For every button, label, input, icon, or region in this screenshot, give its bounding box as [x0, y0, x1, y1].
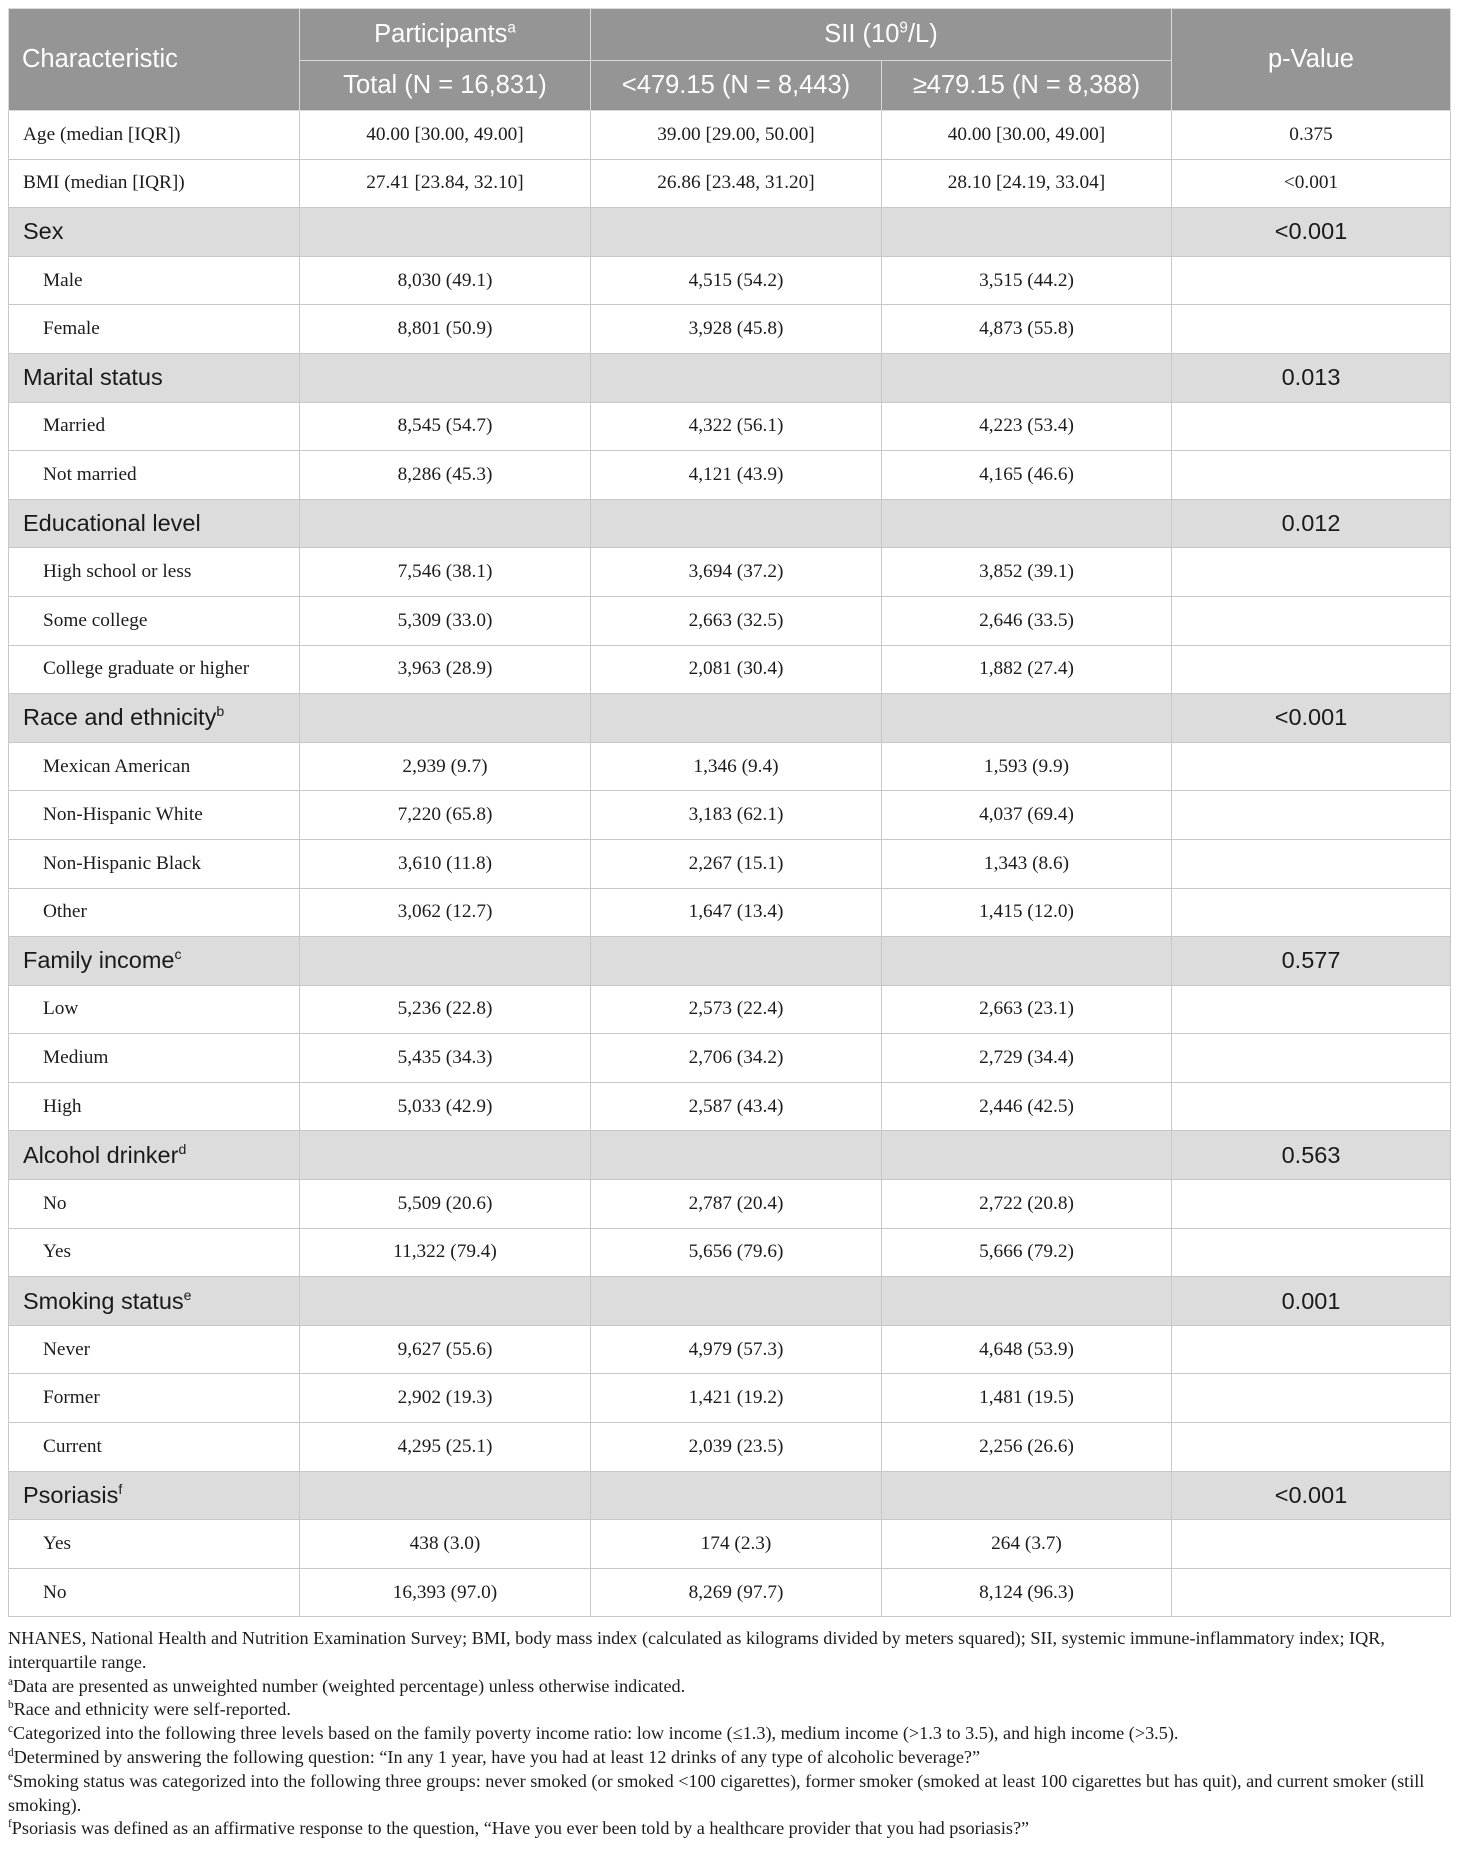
footnote: [8, 1817, 1450, 1841]
footnote-marker: f: [118, 1481, 123, 1498]
cell-sii-low: 39.00 [29.00, 50.00]: [591, 111, 882, 160]
footnote-marker: e: [8, 1770, 14, 1783]
table-row: [9, 596, 1451, 645]
cell-total: 2,939 (9.7): [300, 742, 591, 791]
cell-p-value: 0.375: [1172, 111, 1451, 160]
row-label: Married: [9, 402, 300, 451]
group-label: [9, 1131, 300, 1180]
cell-sii-low: 2,573 (22.4): [591, 985, 882, 1034]
cell-sii-high: 1,481 (19.5): [882, 1374, 1172, 1423]
cell-sii-low: 26.86 [23.48, 31.20]: [591, 159, 882, 208]
table-row: [9, 111, 1451, 160]
cell-sii-low: 3,694 (37.2): [591, 548, 882, 597]
cell-sii-low: 174 (2.3): [591, 1520, 882, 1569]
row-label: Yes: [9, 1228, 300, 1277]
cell-total: 8,545 (54.7): [300, 402, 591, 451]
cell-empty: [1172, 888, 1451, 937]
cell-empty: [300, 1471, 591, 1520]
cell-empty: [1172, 402, 1451, 451]
table-row: [9, 1374, 1451, 1423]
cell-empty: [591, 353, 882, 402]
cell-sii-high: 4,873 (55.8): [882, 305, 1172, 354]
group-label-text: Alcohol drinker: [23, 1141, 179, 1168]
cell-empty: [1172, 1374, 1451, 1423]
header-sii-post: /L): [907, 20, 938, 48]
cell-sii-high: 1,593 (9.9): [882, 742, 1172, 791]
cell-sii-low: 2,039 (23.5): [591, 1423, 882, 1472]
footnote-text: Data are presented as unweighted number (weighted percentage) unless otherwise indicated.: [13, 1675, 686, 1696]
cell-sii-high: 4,223 (53.4): [882, 402, 1172, 451]
table-row: [9, 1180, 1451, 1229]
cell-sii-high: 1,882 (27.4): [882, 645, 1172, 694]
header-characteristic: Characteristic: [9, 9, 300, 111]
group-label-text: Smoking status: [23, 1287, 184, 1314]
row-label: Never: [9, 1325, 300, 1374]
row-label: Other: [9, 888, 300, 937]
table-row: [9, 839, 1451, 888]
row-label: Current: [9, 1423, 300, 1472]
cell-sii-low: 4,979 (57.3): [591, 1325, 882, 1374]
table-row: [9, 791, 1451, 840]
cell-total: 8,801 (50.9): [300, 305, 591, 354]
cell-total: 7,220 (65.8): [300, 791, 591, 840]
footnote-marker: e: [183, 1286, 192, 1303]
table-row: [9, 1228, 1451, 1277]
cell-sii-high: 40.00 [30.00, 49.00]: [882, 111, 1172, 160]
footnote: [8, 1746, 1450, 1770]
cell-sii-high: 2,256 (26.6): [882, 1423, 1172, 1472]
cell-sii-low: 2,787 (20.4): [591, 1180, 882, 1229]
cell-empty: [1172, 742, 1451, 791]
cell-sii-low: 4,322 (56.1): [591, 402, 882, 451]
cell-empty: [300, 1131, 591, 1180]
cell-sii-low: 5,656 (79.6): [591, 1228, 882, 1277]
table-footnotes: [8, 1627, 1450, 1841]
cell-sii-low: 3,928 (45.8): [591, 305, 882, 354]
row-label: Male: [9, 256, 300, 305]
group-p-value: <0.001: [1172, 208, 1451, 257]
row-label: College graduate or higher: [9, 645, 300, 694]
row-label: Medium: [9, 1034, 300, 1083]
cell-empty: [1172, 1568, 1451, 1617]
cell-empty: [300, 937, 591, 986]
footnote-text: Smoking status was categorized into the following three groups: never smoked (or smoked <100 cigarettes), former smoker (smoked at least 100 cigarettes but has quit), and current smoker (still smoking).: [8, 1770, 1425, 1815]
cell-empty: [1172, 451, 1451, 500]
cell-sii-high: 2,663 (23.1): [882, 985, 1172, 1034]
cell-sii-low: 1,647 (13.4): [591, 888, 882, 937]
cell-empty: [1172, 645, 1451, 694]
row-label: Some college: [9, 596, 300, 645]
cell-total: 3,963 (28.9): [300, 645, 591, 694]
cell-sii-low: 2,081 (30.4): [591, 645, 882, 694]
cell-sii-high: 1,343 (8.6): [882, 839, 1172, 888]
table-row: [9, 305, 1451, 354]
cell-sii-low: 2,663 (32.5): [591, 596, 882, 645]
cell-empty: [1172, 548, 1451, 597]
cell-empty: [591, 208, 882, 257]
cell-total: 3,610 (11.8): [300, 839, 591, 888]
group-label: Educational level: [9, 499, 300, 548]
cell-total: 9,627 (55.6): [300, 1325, 591, 1374]
footnote-marker: c: [8, 1723, 14, 1736]
cell-sii-low: 8,269 (97.7): [591, 1568, 882, 1617]
table-row: [9, 402, 1451, 451]
cell-sii-high: 2,446 (42.5): [882, 1082, 1172, 1131]
cell-p-value: <0.001: [1172, 159, 1451, 208]
cell-total: 3,062 (12.7): [300, 888, 591, 937]
cell-empty: [1172, 1520, 1451, 1569]
footnote-marker: d: [178, 1140, 187, 1157]
group-row: [9, 937, 1451, 986]
group-label-text: Family income: [23, 947, 175, 974]
cell-empty: [1172, 1034, 1451, 1083]
cell-empty: [882, 1277, 1172, 1326]
cell-sii-high: 2,722 (20.8): [882, 1180, 1172, 1229]
header-participants: [300, 9, 591, 61]
group-label: [9, 694, 300, 743]
cell-total: 5,509 (20.6): [300, 1180, 591, 1229]
group-row: [9, 353, 1451, 402]
footnote-marker: d: [8, 1746, 14, 1759]
cell-empty: [1172, 1180, 1451, 1229]
row-label: High: [9, 1082, 300, 1131]
row-label: BMI (median [IQR]): [9, 159, 300, 208]
cell-total: 5,236 (22.8): [300, 985, 591, 1034]
cell-empty: [882, 208, 1172, 257]
header-sii-low: <479.15 (N = 8,443): [591, 61, 882, 111]
cell-sii-low: 4,515 (54.2): [591, 256, 882, 305]
table-row: [9, 888, 1451, 937]
cell-sii-low: 2,587 (43.4): [591, 1082, 882, 1131]
cell-empty: [591, 1471, 882, 1520]
table-row: [9, 1325, 1451, 1374]
group-p-value: 0.577: [1172, 937, 1451, 986]
group-p-value: 0.563: [1172, 1131, 1451, 1180]
footnote: [8, 1722, 1450, 1746]
cell-empty: [1172, 839, 1451, 888]
cell-empty: [882, 937, 1172, 986]
cell-sii-high: 28.10 [24.19, 33.04]: [882, 159, 1172, 208]
row-label: No: [9, 1180, 300, 1229]
cell-total: 40.00 [30.00, 49.00]: [300, 111, 591, 160]
cell-empty: [1172, 1082, 1451, 1131]
cell-sii-low: 4,121 (43.9): [591, 451, 882, 500]
cell-empty: [882, 499, 1172, 548]
cell-empty: [1172, 1325, 1451, 1374]
footnote-marker: f: [8, 1818, 12, 1831]
cell-total: 2,902 (19.3): [300, 1374, 591, 1423]
table-row: [9, 256, 1451, 305]
group-p-value: 0.001: [1172, 1277, 1451, 1326]
cell-empty: [1172, 985, 1451, 1034]
header-sii-exponent: 9: [899, 19, 908, 37]
cell-sii-low: 1,346 (9.4): [591, 742, 882, 791]
cell-empty: [1172, 596, 1451, 645]
group-label: Sex: [9, 208, 300, 257]
cell-empty: [591, 1277, 882, 1326]
cell-total: 7,546 (38.1): [300, 548, 591, 597]
footnote-marker: a: [8, 1675, 14, 1688]
group-p-value: <0.001: [1172, 694, 1451, 743]
cell-empty: [300, 694, 591, 743]
cell-total: 27.41 [23.84, 32.10]: [300, 159, 591, 208]
cell-empty: [591, 499, 882, 548]
group-label-text: Race and ethnicity: [23, 704, 217, 731]
cell-sii-high: 8,124 (96.3): [882, 1568, 1172, 1617]
footnote-text: Race and ethnicity were self-reported.: [13, 1699, 291, 1720]
header-p-value: p-Value: [1172, 9, 1451, 111]
table-row: [9, 742, 1451, 791]
table-row: [9, 985, 1451, 1034]
group-label: [9, 1277, 300, 1326]
cell-sii-high: 3,852 (39.1): [882, 548, 1172, 597]
cell-empty: [882, 353, 1172, 402]
cell-sii-high: 2,646 (33.5): [882, 596, 1172, 645]
cell-total: 8,286 (45.3): [300, 451, 591, 500]
group-row: [9, 1131, 1451, 1180]
row-label: Non-Hispanic White: [9, 791, 300, 840]
row-label: Mexican American: [9, 742, 300, 791]
footnote-text: Categorized into the following three levels based on the family poverty income ratio: low income (≤1.3), medium income (>1.3 to 3.5), and high income (>3.5).: [13, 1723, 1179, 1744]
row-label: High school or less: [9, 548, 300, 597]
group-label: [9, 1471, 300, 1520]
footnote-marker: c: [174, 946, 182, 963]
table-row: [9, 1034, 1451, 1083]
cell-sii-low: 2,706 (34.2): [591, 1034, 882, 1083]
cell-total: 11,322 (79.4): [300, 1228, 591, 1277]
group-p-value: 0.012: [1172, 499, 1451, 548]
cell-empty: [591, 1131, 882, 1180]
characteristics-table: [8, 8, 1451, 1617]
header-row: [9, 9, 1451, 61]
header-sii: [591, 9, 1172, 61]
table-row: [9, 451, 1451, 500]
cell-empty: [1172, 1228, 1451, 1277]
cell-empty: [300, 1277, 591, 1326]
group-row: [9, 1277, 1451, 1326]
cell-empty: [882, 1471, 1172, 1520]
cell-empty: [300, 208, 591, 257]
group-row: [9, 499, 1451, 548]
cell-sii-low: 1,421 (19.2): [591, 1374, 882, 1423]
header-sii-pre: SII (10: [824, 20, 900, 48]
row-label: Low: [9, 985, 300, 1034]
row-label: Former: [9, 1374, 300, 1423]
row-label: Yes: [9, 1520, 300, 1569]
group-p-value: 0.013: [1172, 353, 1451, 402]
cell-empty: [591, 937, 882, 986]
cell-sii-high: 264 (3.7): [882, 1520, 1172, 1569]
footnote-text: Determined by answering the following question: “In any 1 year, have you had at least 12 drinks of any type of alcoholic beverage?”: [13, 1746, 981, 1767]
table-row: [9, 1423, 1451, 1472]
cell-sii-high: 5,666 (79.2): [882, 1228, 1172, 1277]
footnote-abbreviations: NHANES, National Health and Nutrition Examination Survey; BMI, body mass index (calculated as kilograms divided by meters squared); SII, systemic immune-inflammatory index; IQR, interquartile range.: [8, 1628, 1385, 1672]
cell-empty: [1172, 256, 1451, 305]
cell-empty: [1172, 1423, 1451, 1472]
group-label-text: Psoriasis: [23, 1481, 119, 1508]
header-sii-high: ≥479.15 (N = 8,388): [882, 61, 1172, 111]
cell-sii-low: 3,183 (62.1): [591, 791, 882, 840]
header-participants-label: Participants: [374, 20, 508, 48]
cell-sii-high: 3,515 (44.2): [882, 256, 1172, 305]
cell-sii-high: 4,648 (53.9): [882, 1325, 1172, 1374]
footnote-marker: b: [216, 703, 225, 720]
cell-total: 8,030 (49.1): [300, 256, 591, 305]
table-row: [9, 645, 1451, 694]
table-header: [9, 9, 1451, 111]
footnote-text: Psoriasis was defined as an affirmative response to the question, “Have you ever been told by a healthcare provider that you had psoriasis?”: [11, 1818, 1030, 1839]
cell-total: 5,033 (42.9): [300, 1082, 591, 1131]
group-row: [9, 694, 1451, 743]
table-row: [9, 1082, 1451, 1131]
cell-empty: [591, 694, 882, 743]
cell-total: 5,435 (34.3): [300, 1034, 591, 1083]
table-row: [9, 548, 1451, 597]
row-label: Non-Hispanic Black: [9, 839, 300, 888]
cell-total: 4,295 (25.1): [300, 1423, 591, 1472]
footnote: [8, 1698, 1450, 1722]
cell-sii-low: 2,267 (15.1): [591, 839, 882, 888]
row-label: Age (median [IQR]): [9, 111, 300, 160]
row-label: Not married: [9, 451, 300, 500]
footnote: [8, 1675, 1450, 1699]
cell-total: 5,309 (33.0): [300, 596, 591, 645]
cell-sii-high: 2,729 (34.4): [882, 1034, 1172, 1083]
cell-empty: [882, 1131, 1172, 1180]
cell-total: 16,393 (97.0): [300, 1568, 591, 1617]
cell-total: 438 (3.0): [300, 1520, 591, 1569]
group-row: [9, 208, 1451, 257]
table-row: [9, 159, 1451, 208]
header-participants-footnote-marker: a: [507, 19, 516, 37]
cell-sii-high: 1,415 (12.0): [882, 888, 1172, 937]
row-label: Female: [9, 305, 300, 354]
cell-empty: [1172, 791, 1451, 840]
cell-sii-high: 4,037 (69.4): [882, 791, 1172, 840]
cell-empty: [300, 499, 591, 548]
table-row: [9, 1520, 1451, 1569]
cell-sii-high: 4,165 (46.6): [882, 451, 1172, 500]
group-row: [9, 1471, 1451, 1520]
cell-empty: [882, 694, 1172, 743]
footnote: [8, 1770, 1450, 1818]
table-body: [9, 111, 1451, 1617]
group-label: [9, 937, 300, 986]
cell-empty: [1172, 305, 1451, 354]
group-p-value: <0.001: [1172, 1471, 1451, 1520]
cell-empty: [300, 353, 591, 402]
group-label: Marital status: [9, 353, 300, 402]
header-total: Total (N = 16,831): [300, 61, 591, 111]
table-row: [9, 1568, 1451, 1617]
row-label: No: [9, 1568, 300, 1617]
footnote-marker: b: [8, 1699, 14, 1712]
